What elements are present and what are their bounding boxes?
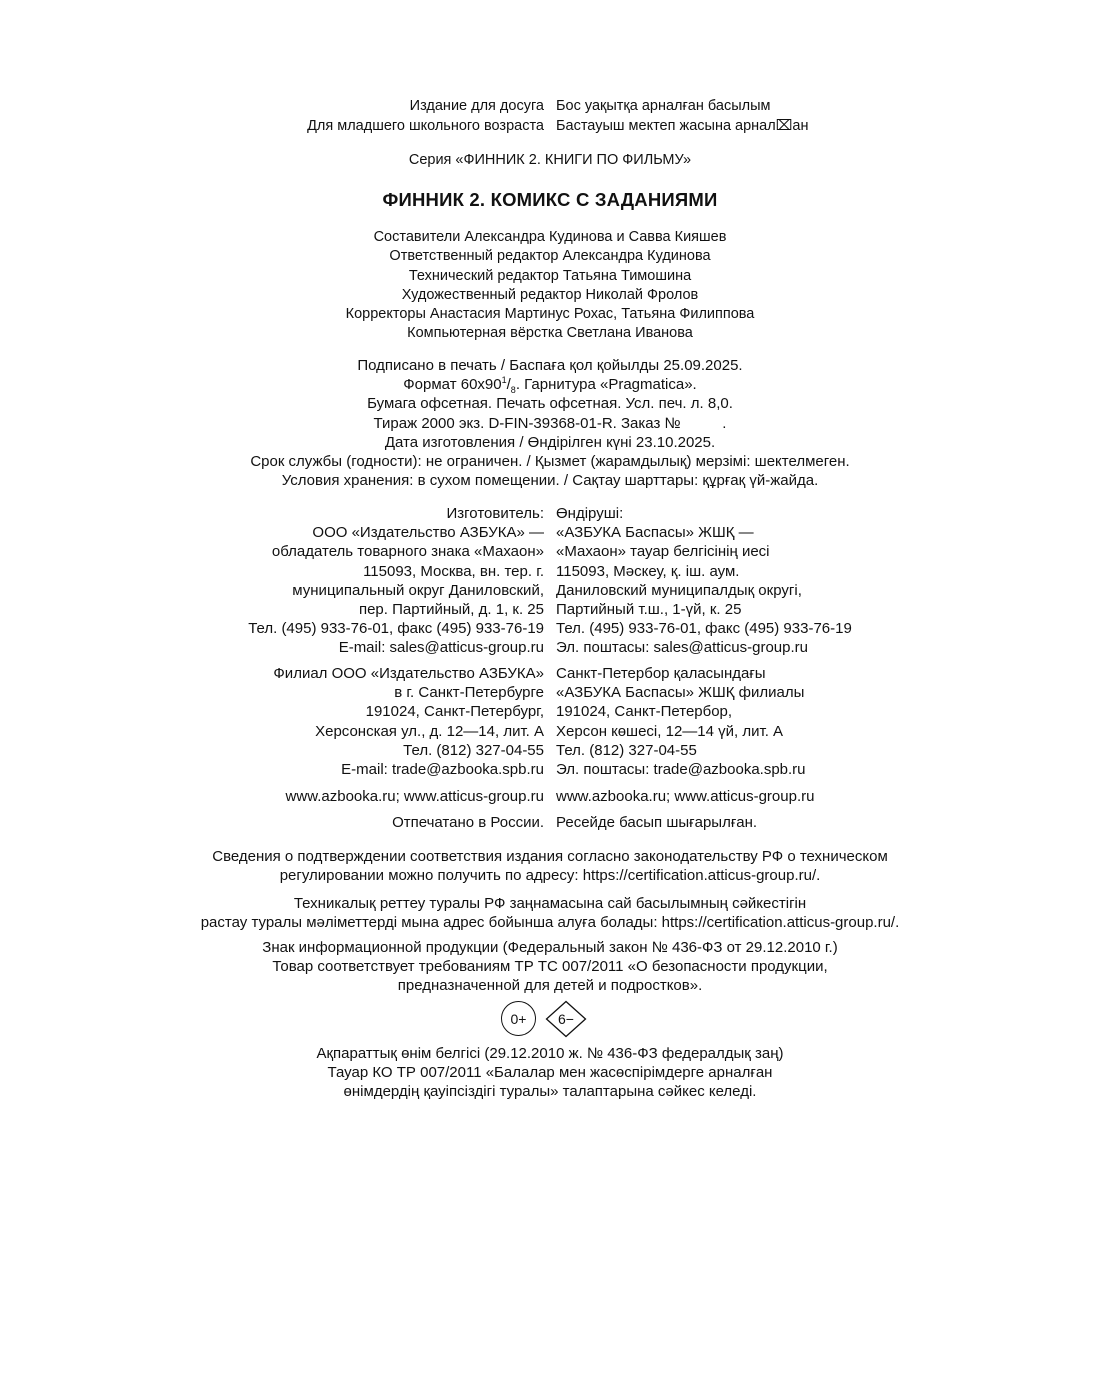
manufacture-date: Дата изготовления / Өндірілген күні 23.10.2025. [384,433,716,451]
branch-email-ru: E-mail: trade@azbooka.spb.ru [341,761,544,779]
edition-type-block [0,96,1100,136]
certification-kz-line: растау туралы мәліметтерді мына адрес бойынша алуға болады: https://certification.atticus-group.ru/. [200,914,900,932]
manufacturer-line-kz: «АЗБУКА Баспасы» ЖШҚ — [556,524,754,542]
manufacturer-email-ru: E-mail: sales@atticus-group.ru [338,639,544,657]
manufacturer-line-kz: Даниловский муниципалдық округі, [556,581,802,599]
series-text: Серия «ФИННИК 2. КНИГИ ПО ФИЛЬМУ» [408,152,692,168]
credit-compilers: Составители Александра Кудинова и Савва Кияшев [373,229,727,245]
branch-line-kz: «АЗБУКА Баспасы» ЖШҚ филиалы [556,684,805,702]
manufacturer-line-ru: пер. Партийный, д. 1, к. 25 [358,601,544,619]
book-title [0,188,1100,212]
edition-leisure-ru: Издание для досуга [409,98,544,114]
manufacturer-line-ru: ООО «Издательство АЗБУКА» — [312,524,544,542]
certification-kz-line: Техникалық реттеу туралы РФ заңнамасына сай басылымның сәйкестігін [293,895,807,912]
manufacturer-line-ru: обладатель товарного знака «Махаон» [271,543,544,561]
manufacturer-phone-ru: Тел. (495) 933-76-01, факс (495) 933-76-19 [248,620,544,638]
info-sign-ru-line: предназначенной для детей и подростков». [397,977,703,995]
signed-to-print: Подписано в печать / Баспаға қол қойылды 25.09.2025. [357,357,743,374]
age-rating-diamond-text: 6− [558,1011,574,1027]
websites-ru: www.azbooka.ru; www.atticus-group.ru [285,788,544,805]
printed-in-kz: Ресейде басып шығарылған. [556,814,758,831]
edition-leisure-kz: Бос уақытқа арналған басылым [556,98,771,114]
manufacturer-block [0,504,1100,658]
series-line [0,150,1100,170]
info-sign-kz-line: өнімдердің қауіпсіздігі туралы» талаптарына сәйкес келеді. [343,1083,757,1101]
book-title-text: ФИННИК 2. КОМИКС С ЗАДАНИЯМИ [382,189,718,210]
age-group-ru: Для младшего школьного возраста [307,118,544,134]
manufacturer-label-kz: Өндіруші: [556,505,624,522]
age-rating-circle-text: 0+ [510,1010,527,1027]
branch-line-ru: 191024, Санкт-Петербург, [365,703,544,721]
branch-line-ru: Филиал ООО «Издательство АЗБУКА» [273,665,544,682]
format-line: Формат $60x90^1/_8$. Гарнитура «Pragmatica». [403,375,697,396]
service-life: Срок службы (годности): не ограничен. / Қызмет (жарамдылық) мерзімі: шектелмеген. [250,453,850,471]
credit-proofreaders: Корректоры Анастасия Мартинус Рохас, Татьяна Филиппова [345,306,755,323]
info-sign-ru [0,938,1100,996]
credits-block [0,228,1100,344]
storage-conditions: Условия хранения: в сухом помещении. / Сақтау шарттары: құрғақ үй-жайда. [281,472,819,490]
printed-in-row [0,813,1100,832]
branch-email-kz: Эл. поштасы: trade@azbooka.spb.ru [556,761,806,779]
manufacturer-email-kz: Эл. поштасы: sales@atticus-group.ru [556,639,808,657]
credit-responsible-editor: Ответственный редактор Александра Кудинова [389,248,711,265]
age-rating-circle-icon [501,1001,536,1036]
branch-line-kz: 191024, Санкт-Петербор, [556,703,733,721]
manufacturer-label-ru: Изготовитель: [446,505,544,522]
info-sign-kz-line: Ақпараттық өнім белгісі (29.12.2010 ж. № 436-ФЗ федералдық заң) [316,1045,784,1062]
certification-ru-line: Сведения о подтверждении соответствия издания согласно законодательству РФ о техническом [212,848,888,865]
branch-block [0,664,1100,779]
paper-line: Бумага офсетная. Печать офсетная. Усл. печ. л. 8,0. [367,395,733,413]
branch-phone-ru: Тел. (812) 327-04-55 [403,741,544,759]
info-sign-kz-line: Тауар КО ТР 007/2011 «Балалар мен жасөспірімдерге арналған [327,1064,773,1082]
age-badges [0,1000,1100,1040]
credit-layout: Компьютерная вёрстка Светлана Иванова [407,325,693,342]
branch-line-ru: Херсонская ул., д. 12—14, лит. А [315,722,544,740]
branch-line-ru: в г. Санкт-Петербурге [394,684,544,702]
info-sign-ru-line: Товар соответствует требованиям ТР ТС 007/2011 «О безопасности продукции, [272,958,828,976]
branch-line-kz: Херсон көшесі, 12—14 үй, лит. А [556,722,784,740]
manufacturer-line-kz: 115093, Мәскеу, қ. іш. аум. [556,562,740,580]
manufacturer-line-ru: муниципальный округ Даниловский, [292,581,544,599]
certification-ru [0,847,1100,885]
websites-row [0,787,1100,806]
branch-line-kz: Санкт-Петербор қаласындағы [556,665,766,682]
manufacturer-line-ru: 115093, Москва, вн. тер. г. [363,562,544,580]
manufacturer-line-kz: Партийный т.ш., 1-үй, к. 25 [556,601,742,619]
age-group-kz: Бастауыш мектеп жасына арнал⌧ан [556,118,809,134]
print-run-line: Тираж 2000 экз. D-FIN-39368-01-R. Заказ № . [373,414,727,432]
print-info-block [0,356,1100,490]
info-sign-kz [0,1044,1100,1102]
manufacturer-line-kz: «Махаон» тауар белгісінің иесі [556,543,770,561]
age-rating-diamond-icon [545,1000,587,1038]
certification-kz [0,894,1100,932]
manufacturer-phone-kz: Тел. (495) 933-76-01, факс (495) 933-76-19 [556,620,852,638]
credit-technical-editor: Технический редактор Татьяна Тимошина [408,267,692,284]
info-sign-ru-line: Знак информационной продукции (Федеральный закон № 436-ФЗ от 29.12.2010 г.) [262,939,838,956]
certification-ru-line: регулировании можно получить по адресу: https://certification.atticus-group.ru/. [279,867,821,885]
printed-in-ru: Отпечатано в России. [392,814,544,831]
branch-phone-kz: Тел. (812) 327-04-55 [556,741,697,759]
websites-kz: www.azbooka.ru; www.atticus-group.ru [556,788,815,805]
credit-art-editor: Художественный редактор Николай Фролов [401,286,699,303]
